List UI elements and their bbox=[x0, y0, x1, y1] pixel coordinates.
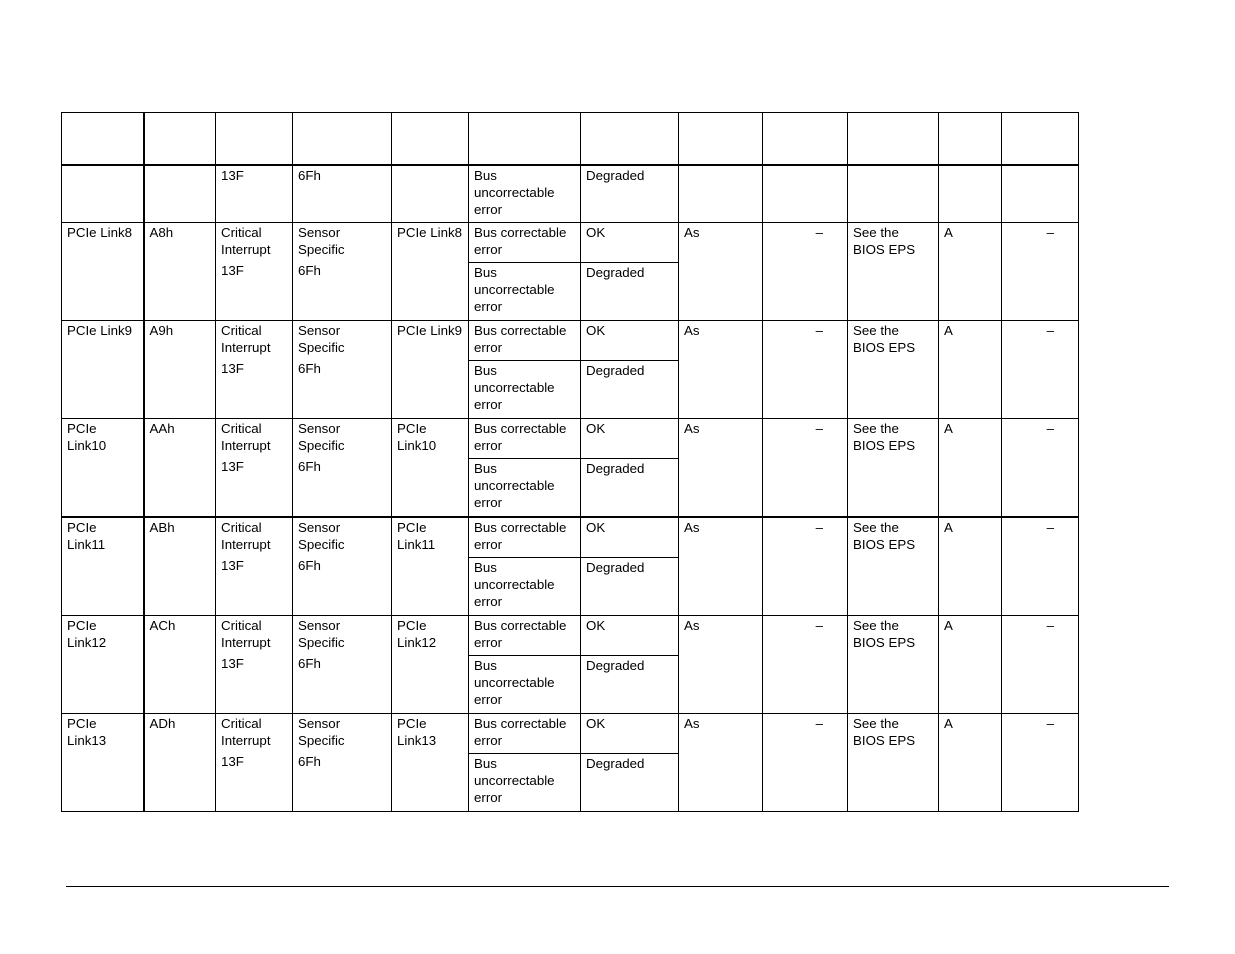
standby-cell: – bbox=[763, 419, 848, 518]
status-value: OK bbox=[581, 223, 679, 263]
table-cell bbox=[939, 165, 1002, 223]
status-value: Degraded bbox=[581, 263, 679, 321]
sensor-type-cell bbox=[216, 419, 293, 518]
table-cell bbox=[1002, 165, 1079, 223]
sensor-type-cell bbox=[216, 714, 293, 812]
status-value: Degraded bbox=[581, 558, 679, 616]
header-cell bbox=[763, 113, 848, 166]
notes-cell: – bbox=[1002, 714, 1079, 812]
table-cell bbox=[144, 165, 216, 223]
header-cell bbox=[62, 113, 144, 166]
notes-cell: – bbox=[1002, 616, 1079, 714]
sensor-number: AAh bbox=[144, 419, 216, 518]
status-value: OK bbox=[581, 714, 679, 754]
event-offset: PCIe Link9 bbox=[392, 321, 469, 419]
sensor-type-code: 13F bbox=[221, 754, 244, 769]
header-cell bbox=[1002, 113, 1079, 166]
standby-cell: – bbox=[763, 321, 848, 419]
sensor-number: A9h bbox=[144, 321, 216, 419]
event-state: Bus correctable error bbox=[469, 321, 581, 361]
sensor-type: Critical Interrupt bbox=[221, 520, 271, 552]
event-state: Bus uncorrectable error bbox=[469, 558, 581, 616]
header-cell bbox=[216, 113, 293, 166]
status-value: OK bbox=[581, 517, 679, 558]
notes-cell: – bbox=[1002, 517, 1079, 616]
access-cell: A bbox=[939, 321, 1002, 419]
event-state: Bus uncorrectable error bbox=[469, 656, 581, 714]
event-offset: PCIe Link13 bbox=[392, 714, 469, 812]
event-type-cell bbox=[293, 616, 392, 714]
event-type: Sensor Specific bbox=[298, 323, 345, 355]
status-value: Degraded bbox=[581, 361, 679, 419]
sensor-name: PCIe Link11 bbox=[62, 517, 144, 616]
event-state: Bus uncorrectable error bbox=[469, 165, 581, 223]
rearm-cell: As bbox=[679, 517, 763, 616]
sensor-type: Critical Interrupt bbox=[221, 618, 271, 650]
standby-cell: – bbox=[763, 714, 848, 812]
event-state: Bus correctable error bbox=[469, 517, 581, 558]
event-type-code: 6Fh bbox=[298, 558, 321, 573]
header-cell bbox=[848, 113, 939, 166]
event-state: Bus uncorrectable error bbox=[469, 361, 581, 419]
event-type-cell bbox=[293, 419, 392, 518]
footer-rule bbox=[66, 886, 1169, 887]
access-cell: A bbox=[939, 517, 1002, 616]
header-cell bbox=[392, 113, 469, 166]
sensor-number: ADh bbox=[144, 714, 216, 812]
header-cell bbox=[469, 113, 581, 166]
rearm-cell: As bbox=[679, 419, 763, 518]
sensor-number: ACh bbox=[144, 616, 216, 714]
access-cell: A bbox=[939, 714, 1002, 812]
table-cell bbox=[848, 165, 939, 223]
sensor-type: Critical Interrupt bbox=[221, 225, 271, 257]
notes-cell: – bbox=[1002, 321, 1079, 419]
notes-cell: – bbox=[1002, 223, 1079, 321]
table-row bbox=[62, 223, 1079, 263]
event-type-code: 6Fh bbox=[293, 165, 392, 223]
event-offset: PCIe Link10 bbox=[392, 419, 469, 518]
event-type-cell bbox=[293, 321, 392, 419]
standby-cell: – bbox=[763, 616, 848, 714]
reference-cell: See the BIOS EPS bbox=[848, 714, 939, 812]
event-type-code: 6Fh bbox=[298, 263, 321, 278]
sensor-number: A8h bbox=[144, 223, 216, 321]
notes-cell: – bbox=[1002, 419, 1079, 518]
sensor-type-code: 13F bbox=[221, 459, 244, 474]
event-state: Bus uncorrectable error bbox=[469, 263, 581, 321]
event-type: Sensor Specific bbox=[298, 225, 345, 257]
status-value: Degraded bbox=[581, 656, 679, 714]
table-row bbox=[62, 419, 1079, 459]
sensor-number: ABh bbox=[144, 517, 216, 616]
header-row bbox=[62, 113, 1079, 166]
event-type: Sensor Specific bbox=[298, 618, 345, 650]
event-state: Bus correctable error bbox=[469, 419, 581, 459]
table-row bbox=[62, 616, 1079, 656]
status-value: Degraded bbox=[581, 459, 679, 518]
table-row bbox=[62, 517, 1079, 558]
event-state: Bus uncorrectable error bbox=[469, 459, 581, 518]
sensor-type-code: 13F bbox=[221, 263, 244, 278]
standby-cell: – bbox=[763, 223, 848, 321]
sensor-type-cell bbox=[216, 223, 293, 321]
reference-cell: See the BIOS EPS bbox=[848, 223, 939, 321]
sensor-name: PCIe Link8 bbox=[62, 223, 144, 321]
sensor-type: Critical Interrupt bbox=[221, 716, 271, 748]
header-cell bbox=[679, 113, 763, 166]
event-type: Sensor Specific bbox=[298, 421, 345, 453]
rearm-cell: As bbox=[679, 616, 763, 714]
sensor-type: Critical Interrupt bbox=[221, 323, 271, 355]
reference-cell: See the BIOS EPS bbox=[848, 616, 939, 714]
reference-cell: See the BIOS EPS bbox=[848, 321, 939, 419]
header-cell bbox=[144, 113, 216, 166]
event-type: Sensor Specific bbox=[298, 716, 345, 748]
rearm-cell: As bbox=[679, 223, 763, 321]
sensor-name: PCIe Link10 bbox=[62, 419, 144, 518]
table-cell bbox=[392, 165, 469, 223]
rearm-cell: As bbox=[679, 714, 763, 812]
status-value: Degraded bbox=[581, 165, 679, 223]
event-state: Bus uncorrectable error bbox=[469, 754, 581, 812]
event-type: Sensor Specific bbox=[298, 520, 345, 552]
event-state: Bus correctable error bbox=[469, 714, 581, 754]
table-cell bbox=[763, 165, 848, 223]
header-cell bbox=[581, 113, 679, 166]
event-type-code: 6Fh bbox=[298, 459, 321, 474]
access-cell: A bbox=[939, 223, 1002, 321]
status-value: Degraded bbox=[581, 754, 679, 812]
event-type-code: 6Fh bbox=[298, 754, 321, 769]
sensor-name: PCIe Link13 bbox=[62, 714, 144, 812]
sensor-type-code: 13F bbox=[221, 361, 244, 376]
sensor-name: PCIe Link9 bbox=[62, 321, 144, 419]
sensor-type: Critical Interrupt bbox=[221, 421, 271, 453]
sensor-name: PCIe Link12 bbox=[62, 616, 144, 714]
access-cell: A bbox=[939, 616, 1002, 714]
event-offset: PCIe Link12 bbox=[392, 616, 469, 714]
sensor-type-cell bbox=[216, 517, 293, 616]
event-type-cell bbox=[293, 517, 392, 616]
event-type-code: 6Fh bbox=[298, 361, 321, 376]
status-value: OK bbox=[581, 616, 679, 656]
table-row bbox=[62, 321, 1079, 361]
event-type-cell bbox=[293, 714, 392, 812]
header-cell bbox=[939, 113, 1002, 166]
sensor-type-code: 13F bbox=[221, 656, 244, 671]
event-state: Bus correctable error bbox=[469, 223, 581, 263]
reference-cell: See the BIOS EPS bbox=[848, 517, 939, 616]
status-value: OK bbox=[581, 419, 679, 459]
event-offset: PCIe Link11 bbox=[392, 517, 469, 616]
event-offset: PCIe Link8 bbox=[392, 223, 469, 321]
sensor-type-cell bbox=[216, 616, 293, 714]
reference-cell: See the BIOS EPS bbox=[848, 419, 939, 518]
table-row bbox=[62, 714, 1079, 754]
sensor-type-code: 13F bbox=[216, 165, 293, 223]
status-value: OK bbox=[581, 321, 679, 361]
table-cell bbox=[62, 165, 144, 223]
event-type-code: 6Fh bbox=[298, 656, 321, 671]
event-type-cell bbox=[293, 223, 392, 321]
standby-cell: – bbox=[763, 517, 848, 616]
sensor-type-code: 13F bbox=[221, 558, 244, 573]
event-state: Bus correctable error bbox=[469, 616, 581, 656]
header-cell bbox=[293, 113, 392, 166]
table-cell bbox=[679, 165, 763, 223]
sensor-type-cell bbox=[216, 321, 293, 419]
continuation-row bbox=[62, 165, 1079, 223]
access-cell: A bbox=[939, 419, 1002, 518]
rearm-cell: As bbox=[679, 321, 763, 419]
sensor-table bbox=[61, 112, 1079, 812]
